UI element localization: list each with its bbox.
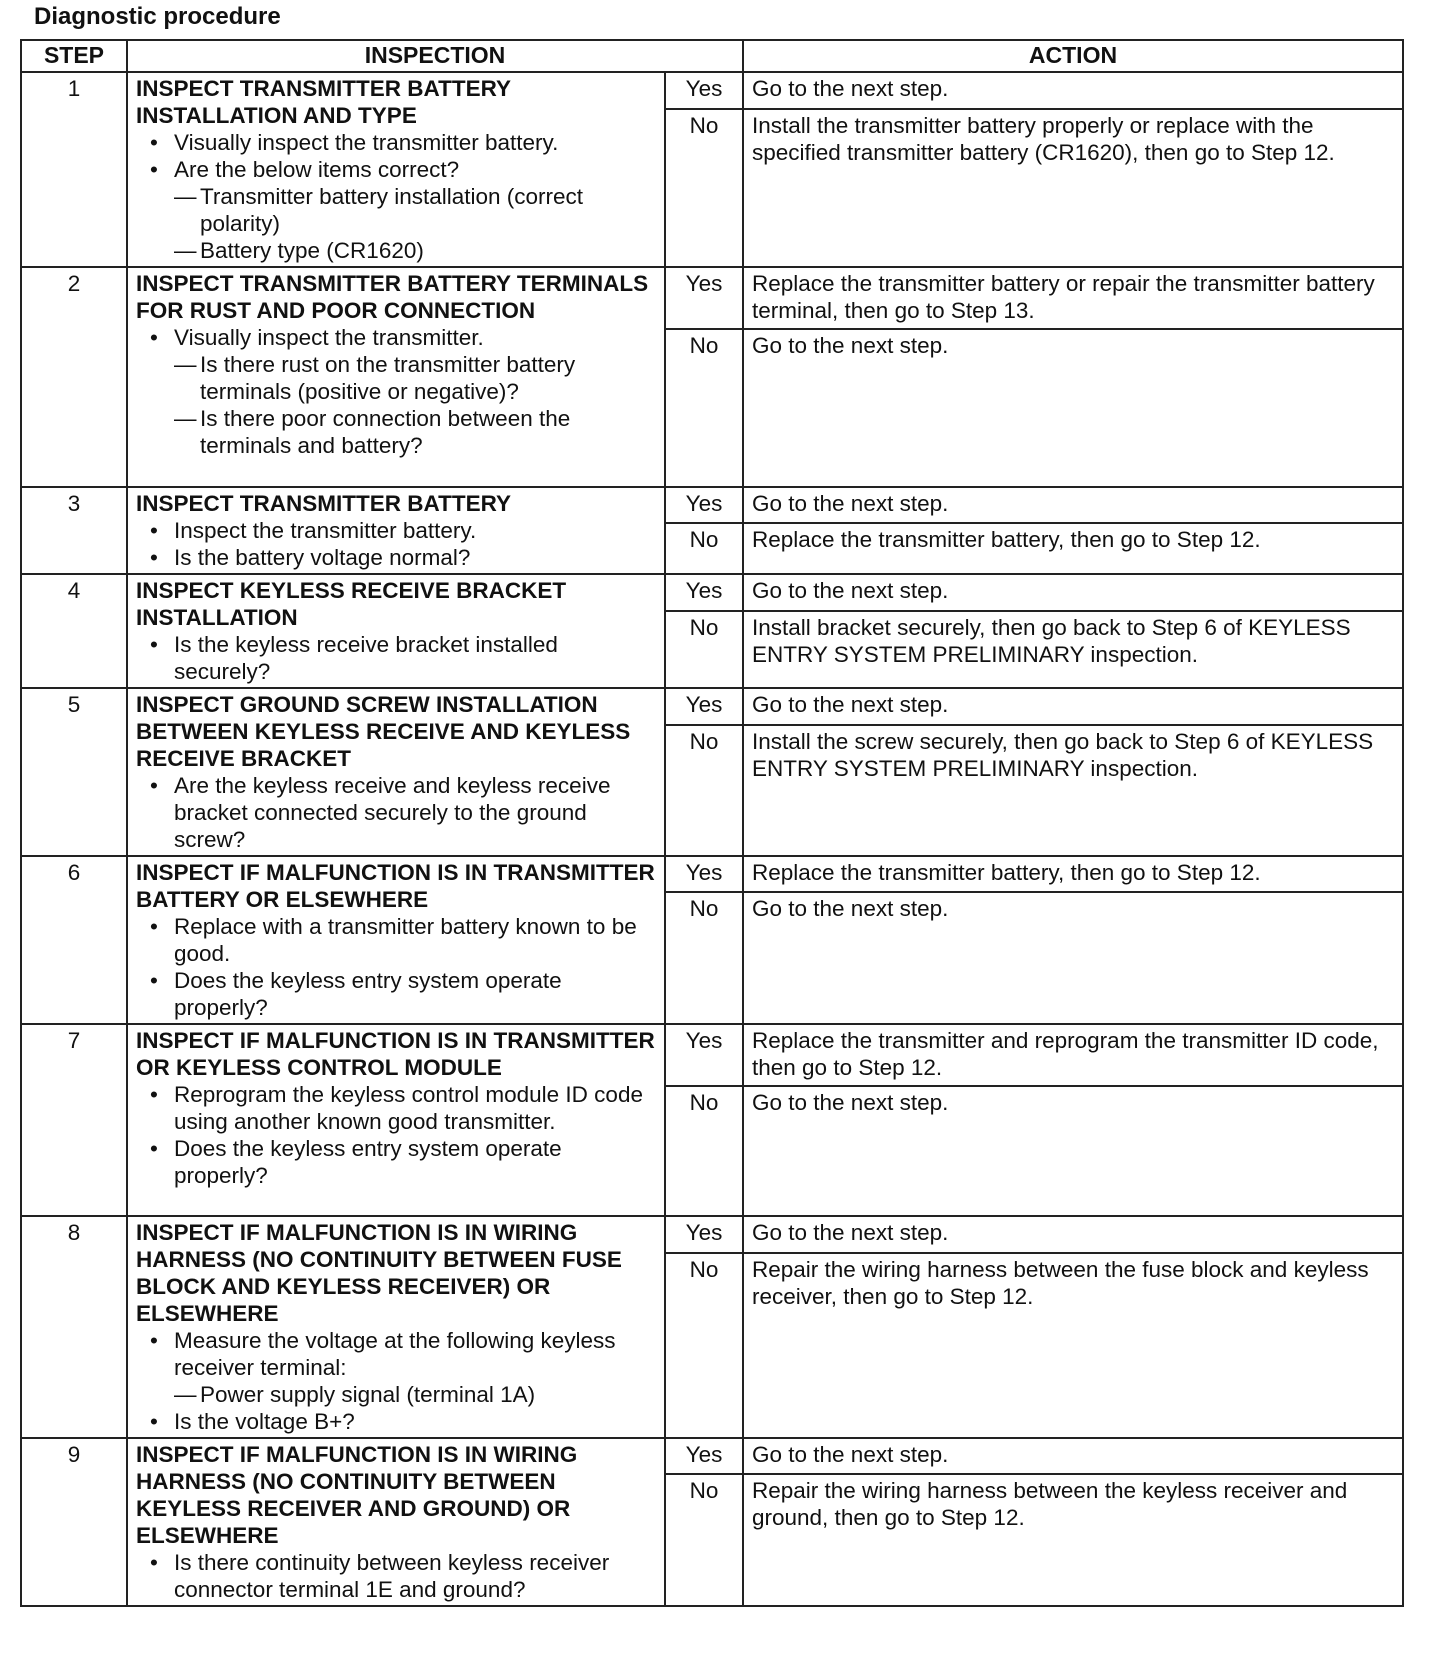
page-title: Diagnostic procedure bbox=[34, 3, 281, 30]
bullet-text: Visually inspect the transmitter. bbox=[174, 325, 484, 350]
inspection-bullets bbox=[136, 517, 656, 571]
bullet-text: Does the keyless entry system operate properly? bbox=[174, 1136, 562, 1188]
no-label: No bbox=[665, 892, 743, 1024]
bullet-text: Does the keyless entry system operate properly? bbox=[174, 968, 562, 1020]
yes-action: Go to the next step. bbox=[743, 72, 1403, 109]
inspection-bullet bbox=[136, 156, 656, 264]
inspection-bullets bbox=[136, 631, 656, 685]
yes-action: Go to the next step. bbox=[743, 574, 1403, 611]
yes-label: Yes bbox=[665, 487, 743, 523]
inspection-title: INSPECT IF MALFUNCTION IS IN WIRING HARNESS (NO CONTINUITY BETWEEN FUSE BLOCK AND KEYLESS RECEIVER) OR ELSEWHERE bbox=[136, 1220, 622, 1326]
inspection-cell bbox=[127, 574, 665, 688]
bullet-text: Reprogram the keyless control module ID code using another known good transmitter. bbox=[174, 1082, 643, 1134]
bullet-text: Visually inspect the transmitter battery. bbox=[174, 130, 559, 155]
inspection-bullet bbox=[136, 967, 656, 1021]
step-number: 6 bbox=[21, 856, 127, 1024]
inspection-title: INSPECT TRANSMITTER BATTERY TERMINALS FOR RUST AND POOR CONNECTION bbox=[136, 271, 649, 323]
inspection-cell bbox=[127, 267, 665, 487]
step-number: 9 bbox=[21, 1438, 127, 1606]
yes-label: Yes bbox=[665, 1024, 743, 1086]
inspection-title: INSPECT IF MALFUNCTION IS IN TRANSMITTER BATTERY OR ELSEWHERE bbox=[136, 860, 655, 912]
inspection-title: INSPECT TRANSMITTER BATTERY bbox=[136, 491, 511, 516]
inspection-bullet bbox=[136, 1549, 656, 1603]
yes-action: Go to the next step. bbox=[743, 487, 1403, 523]
bullet-text: Are the below items correct? bbox=[174, 157, 460, 182]
inspection-bullet bbox=[136, 1408, 656, 1435]
step-number: 3 bbox=[21, 487, 127, 574]
no-action: Go to the next step. bbox=[743, 892, 1403, 1024]
bullet-text: Is the voltage B+? bbox=[174, 1409, 355, 1434]
header-row bbox=[21, 40, 1403, 72]
inspection-title: INSPECT IF MALFUNCTION IS IN WIRING HARNESS (NO CONTINUITY BETWEEN KEYLESS RECEIVER AND GROUND) OR ELSEWHERE bbox=[136, 1442, 578, 1548]
inspection-bullet bbox=[136, 772, 656, 853]
header-action: ACTION bbox=[743, 40, 1403, 72]
no-action: Install bracket securely, then go back to Step 6 of KEYLESS ENTRY SYSTEM PRELIMINARY inspection. bbox=[743, 611, 1403, 688]
yes-action: Replace the transmitter battery or repair the transmitter battery terminal, then go to Step 13. bbox=[743, 267, 1403, 329]
table-row bbox=[21, 72, 1403, 109]
yes-label: Yes bbox=[665, 1438, 743, 1474]
no-action: Repair the wiring harness between the keyless receiver and ground, then go to Step 12. bbox=[743, 1474, 1403, 1606]
inspection-bullet bbox=[136, 544, 656, 571]
yes-action: Go to the next step. bbox=[743, 1216, 1403, 1253]
inspection-bullets bbox=[136, 1081, 656, 1189]
no-action: Install the transmitter battery properly or replace with the specified transmitter battery (CR1620), then go to Step 12. bbox=[743, 109, 1403, 267]
inspection-cell bbox=[127, 1024, 665, 1216]
no-label: No bbox=[665, 725, 743, 856]
table-row bbox=[21, 487, 1403, 523]
sub-items bbox=[174, 351, 656, 459]
inspection-bullet bbox=[136, 913, 656, 967]
no-action: Go to the next step. bbox=[743, 1086, 1403, 1216]
sub-item: — Is there poor connection between the terminals and battery? bbox=[174, 405, 656, 459]
header-inspection: INSPECTION bbox=[127, 40, 743, 72]
no-label: No bbox=[665, 1086, 743, 1216]
inspection-cell bbox=[127, 688, 665, 856]
inspection-bullet bbox=[136, 129, 656, 156]
yes-label: Yes bbox=[665, 574, 743, 611]
no-action: Go to the next step. bbox=[743, 329, 1403, 487]
inspection-bullet bbox=[136, 1135, 656, 1189]
step-number: 8 bbox=[21, 1216, 127, 1438]
no-label: No bbox=[665, 1253, 743, 1438]
sub-item: — Battery type (CR1620) bbox=[174, 237, 656, 264]
bullet-text: Is the keyless receive bracket installed securely? bbox=[174, 632, 558, 684]
no-action: Replace the transmitter battery, then go to Step 12. bbox=[743, 523, 1403, 574]
bullet-text: Inspect the transmitter battery. bbox=[174, 518, 477, 543]
step-number: 7 bbox=[21, 1024, 127, 1216]
no-action: Repair the wiring harness between the fuse block and keyless receiver, then go to Step 12. bbox=[743, 1253, 1403, 1438]
sub-item: — Power supply signal (terminal 1A) bbox=[174, 1381, 656, 1408]
inspection-bullets bbox=[136, 1549, 656, 1603]
no-action: Install the screw securely, then go back to Step 6 of KEYLESS ENTRY SYSTEM PRELIMINARY inspection. bbox=[743, 725, 1403, 856]
yes-label: Yes bbox=[665, 856, 743, 892]
inspection-bullets bbox=[136, 129, 656, 264]
yes-label: Yes bbox=[665, 688, 743, 725]
inspection-cell bbox=[127, 856, 665, 1024]
yes-action: Replace the transmitter and reprogram the transmitter ID code, then go to Step 12. bbox=[743, 1024, 1403, 1086]
no-label: No bbox=[665, 329, 743, 487]
bullet-text: Is there continuity between keyless receiver connector terminal 1E and ground? bbox=[174, 1550, 610, 1602]
bullet-text: Are the keyless receive and keyless receive bracket connected securely to the ground screw? bbox=[174, 773, 611, 852]
table-body bbox=[21, 72, 1403, 1606]
inspection-bullet bbox=[136, 517, 656, 544]
bullet-text: Measure the voltage at the following keyless receiver terminal: bbox=[174, 1328, 616, 1380]
table-row bbox=[21, 267, 1403, 329]
diagnostic-table bbox=[20, 39, 1404, 1607]
step-number: 1 bbox=[21, 72, 127, 267]
inspection-title: INSPECT TRANSMITTER BATTERY INSTALLATION AND TYPE bbox=[136, 76, 511, 128]
yes-action: Go to the next step. bbox=[743, 1438, 1403, 1474]
inspection-bullet bbox=[136, 1081, 656, 1135]
no-label: No bbox=[665, 523, 743, 574]
inspection-cell bbox=[127, 1216, 665, 1438]
inspection-bullets bbox=[136, 772, 656, 853]
yes-action: Replace the transmitter battery, then go to Step 12. bbox=[743, 856, 1403, 892]
yes-action: Go to the next step. bbox=[743, 688, 1403, 725]
table-row bbox=[21, 1438, 1403, 1474]
sub-items bbox=[174, 183, 656, 264]
step-number: 4 bbox=[21, 574, 127, 688]
inspection-bullet bbox=[136, 631, 656, 685]
table-row bbox=[21, 856, 1403, 892]
inspection-bullet bbox=[136, 324, 656, 459]
sub-item: — Is there rust on the transmitter battery terminals (positive or negative)? bbox=[174, 351, 656, 405]
inspection-bullet bbox=[136, 1327, 656, 1408]
no-label: No bbox=[665, 611, 743, 688]
yes-label: Yes bbox=[665, 72, 743, 109]
inspection-cell bbox=[127, 72, 665, 267]
table-row bbox=[21, 574, 1403, 611]
header-step: STEP bbox=[21, 40, 127, 72]
yes-label: Yes bbox=[665, 1216, 743, 1253]
table-row bbox=[21, 1216, 1403, 1253]
step-number: 2 bbox=[21, 267, 127, 487]
step-number: 5 bbox=[21, 688, 127, 856]
inspection-bullets bbox=[136, 324, 656, 459]
inspection-cell bbox=[127, 487, 665, 574]
inspection-cell bbox=[127, 1438, 665, 1606]
inspection-bullets bbox=[136, 1327, 656, 1435]
bullet-text: Is the battery voltage normal? bbox=[174, 545, 471, 570]
no-label: No bbox=[665, 1474, 743, 1606]
sub-items bbox=[174, 1381, 656, 1408]
inspection-title: INSPECT IF MALFUNCTION IS IN TRANSMITTER OR KEYLESS CONTROL MODULE bbox=[136, 1028, 655, 1080]
inspection-title: INSPECT GROUND SCREW INSTALLATION BETWEEN KEYLESS RECEIVE AND KEYLESS RECEIVE BRACKET bbox=[136, 692, 631, 771]
sub-item: — Transmitter battery installation (correct polarity) bbox=[174, 183, 656, 237]
inspection-bullets bbox=[136, 913, 656, 1021]
bullet-text: Replace with a transmitter battery known to be good. bbox=[174, 914, 637, 966]
inspection-title: INSPECT KEYLESS RECEIVE BRACKET INSTALLATION bbox=[136, 578, 567, 630]
no-label: No bbox=[665, 109, 743, 267]
table-row bbox=[21, 1024, 1403, 1086]
yes-label: Yes bbox=[665, 267, 743, 329]
table-row bbox=[21, 688, 1403, 725]
